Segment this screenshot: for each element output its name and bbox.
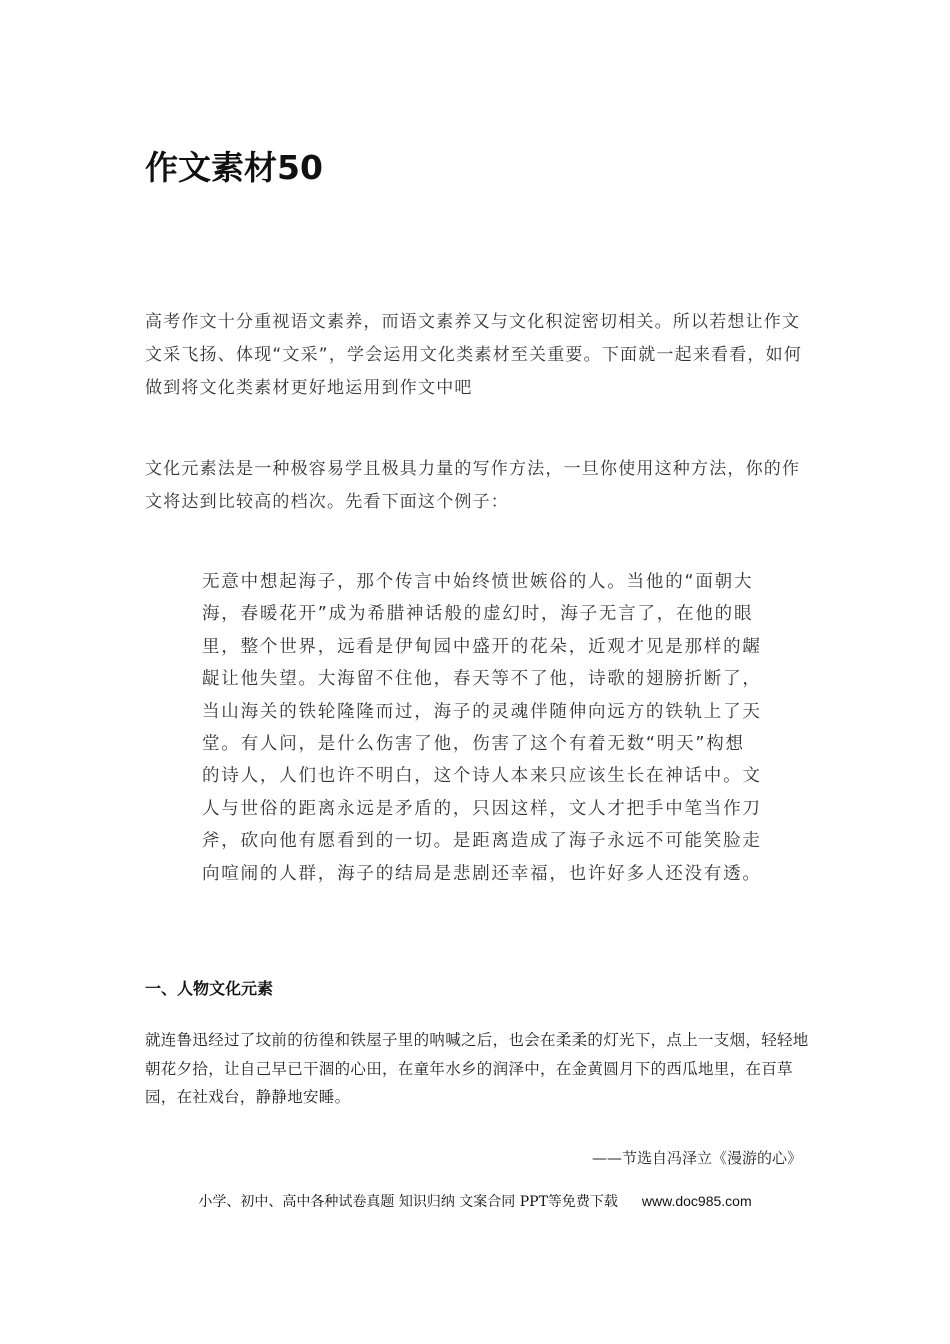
page-title: 作文素材50	[145, 148, 323, 187]
source-citation: ——节选自冯泽立《漫游的心》	[591, 1149, 802, 1167]
example-quote: 无意中想起海子，那个传言中始终愤世嫉俗的人。当他的“面朝大海，春暖花开”成为希腊神话般的虚幻时，海子无言了，在他的眼里，整个世界，远看是伊甸园中盛开的花朵，近观才见是那样的龌龊让他失望。大海留不住他，春天等不了他，诗歌的翅膀折断了，当山海关的铁轮隆隆而过，海子的灵魂伴随伸向远方的铁轨上了天堂。有人问，是什么伤害了他，伤害了这个有着无数“明天”构想的诗人，人们也许不明白，这个诗人本来只应该生长在神话中。文人与世俗的距离永远是矛盾的，只因这样，文人才把手中笔当作刀斧，砍向他有愿看到的一切。是距离造成了海子永远不可能笑脸走向喧闹的人群，海子的结局是悲剧还幸福，也许好多人还没有透。	[202, 572, 762, 884]
section-body: 就连鲁迅经过了坟前的彷徨和铁屋子里的呐喊之后，也会在柔柔的灯光下，点上一支烟，轻轻地朝花夕拾，让自己早已干涸的心田，在童年水乡的润泽中，在金黄圆月下的西瓜地里，在百草园，在社戏台，静静地安睡。	[145, 1031, 809, 1106]
page-footer	[0, 1187, 950, 1216]
method-paragraph: 文化元素法是一种极容易学且极具力量的写作方法，一旦你使用这种方法，你的作文将达到比较高的档次。先看下面这个例子：	[145, 459, 801, 512]
intro-paragraph: 高考作文十分重视语文素养，而语文素养又与文化积淀密切相关。所以若想让作文文采飞扬、体现“文采”，学会运用文化类素材至关重要。下面就一起来看看，如何做到将文化类素材更好地运用到作文中吧	[145, 312, 803, 398]
footer-text: 小学、初中、高中各种试卷真题 知识归纳 文案合同 PPT等免费下载	[198, 1194, 618, 1210]
footer-url[interactable]: www.doc985.com	[641, 1193, 752, 1209]
section-heading: 一、人物文化元素	[145, 979, 274, 998]
